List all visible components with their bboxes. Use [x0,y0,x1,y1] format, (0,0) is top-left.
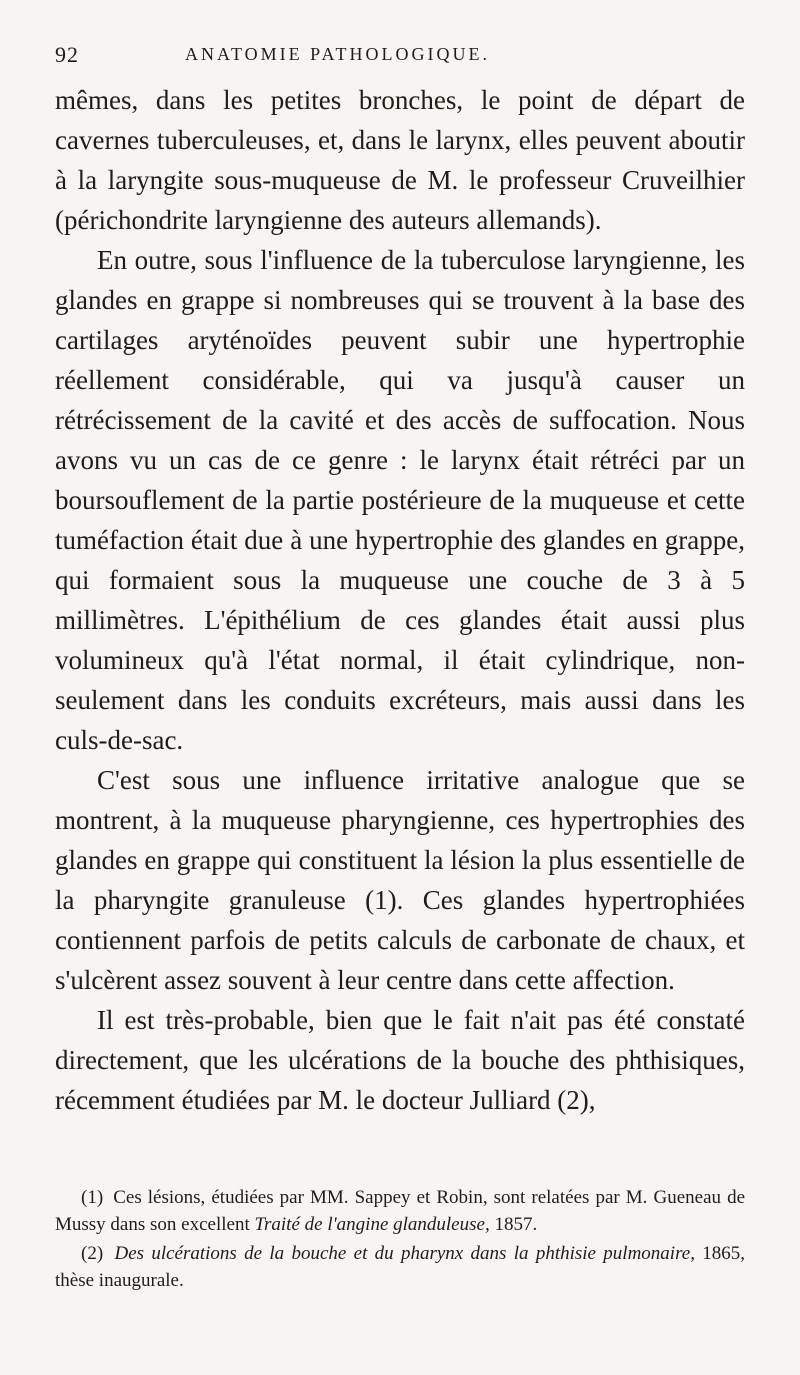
footnote-1 [55,1184,745,1238]
footnote-2-marker: (2) [81,1243,104,1264]
page-number: 92 [55,42,79,67]
footnote-1-marker: (1) [81,1187,104,1208]
footnote-2 [55,1240,745,1294]
page-header [55,42,745,72]
paragraph-pharyngite: C'est sous une influence irritative analogue que se montrent, à la muqueuse pharyngienne, ces hypertrophies des glandes en grappe qui constituent la lésion la plus essentielle de la pharyngite granuleuse (1). Ces glandes hypertrophiées contiennent parfois de petits calculs de carbonate de chaux, et s'ulcèrent assez souvent à leur centre dans cette affection. [55,765,745,995]
footnote-1-title: Traité de l'angine glanduleuse, [254,1214,490,1235]
paragraph-glandes-hypertrophie: En outre, sous l'influence de la tuberculose laryngienne, les glandes en grappe si nombreuses qui se trouvent à la base des cartilages aryténoïdes peuvent subir une hypertrophie réellement considérable, qui va jusqu'à causer un rétrécissement de la cavité et des accès de suffocation. Nous avons vu un cas de ce genre : le larynx était rétréci par un boursouflement de la partie postérieure de la muqueuse et cette tuméfaction était due à une hypertrophie des glandes en grappe, qui formaient sous la muqueuse une couche de 3 à 5 millimètres. L'épithélium de ces glandes était aussi plus volumineux qu'à l'état normal, il était cylindrique, non-seulement dans les conduits excréteurs, mais aussi dans les culs-de-sac. [55,245,745,755]
paragraph-continuation: mêmes, dans les petites bronches, le point de départ de cavernes tuberculeuses, et, dans le larynx, elles peuvent aboutir à la laryngite sous-muqueuse de M. le professeur Cruveilhier (périchondrite laryngienne des auteurs allemands). [55,85,745,235]
paragraph-ulcerations: Il est très-probable, bien que le fait n'ait pas été constaté directement, que les ulcérations de la bouche des phthisiques, récemment étudiées par M. le docteur Julliard (2), [55,1005,745,1115]
body-text [55,80,745,1120]
footnote-2-text: 1865, thèse inaugurale. [55,1243,746,1291]
footnote-2-title: Des ulcérations de la bouche et du pharynx dans la phthisie pulmonaire, [114,1243,695,1264]
footnote-1-year: 1857. [494,1214,538,1235]
footnote-1-text: Ces lésions, étudiées par MM. Sappey et Robin, sont relatées par M. Gueneau de Mussy dans son excellent [55,1187,745,1235]
footnotes [55,1184,745,1296]
running-title: ANATOMIE PATHOLOGIQUE. [185,44,491,64]
